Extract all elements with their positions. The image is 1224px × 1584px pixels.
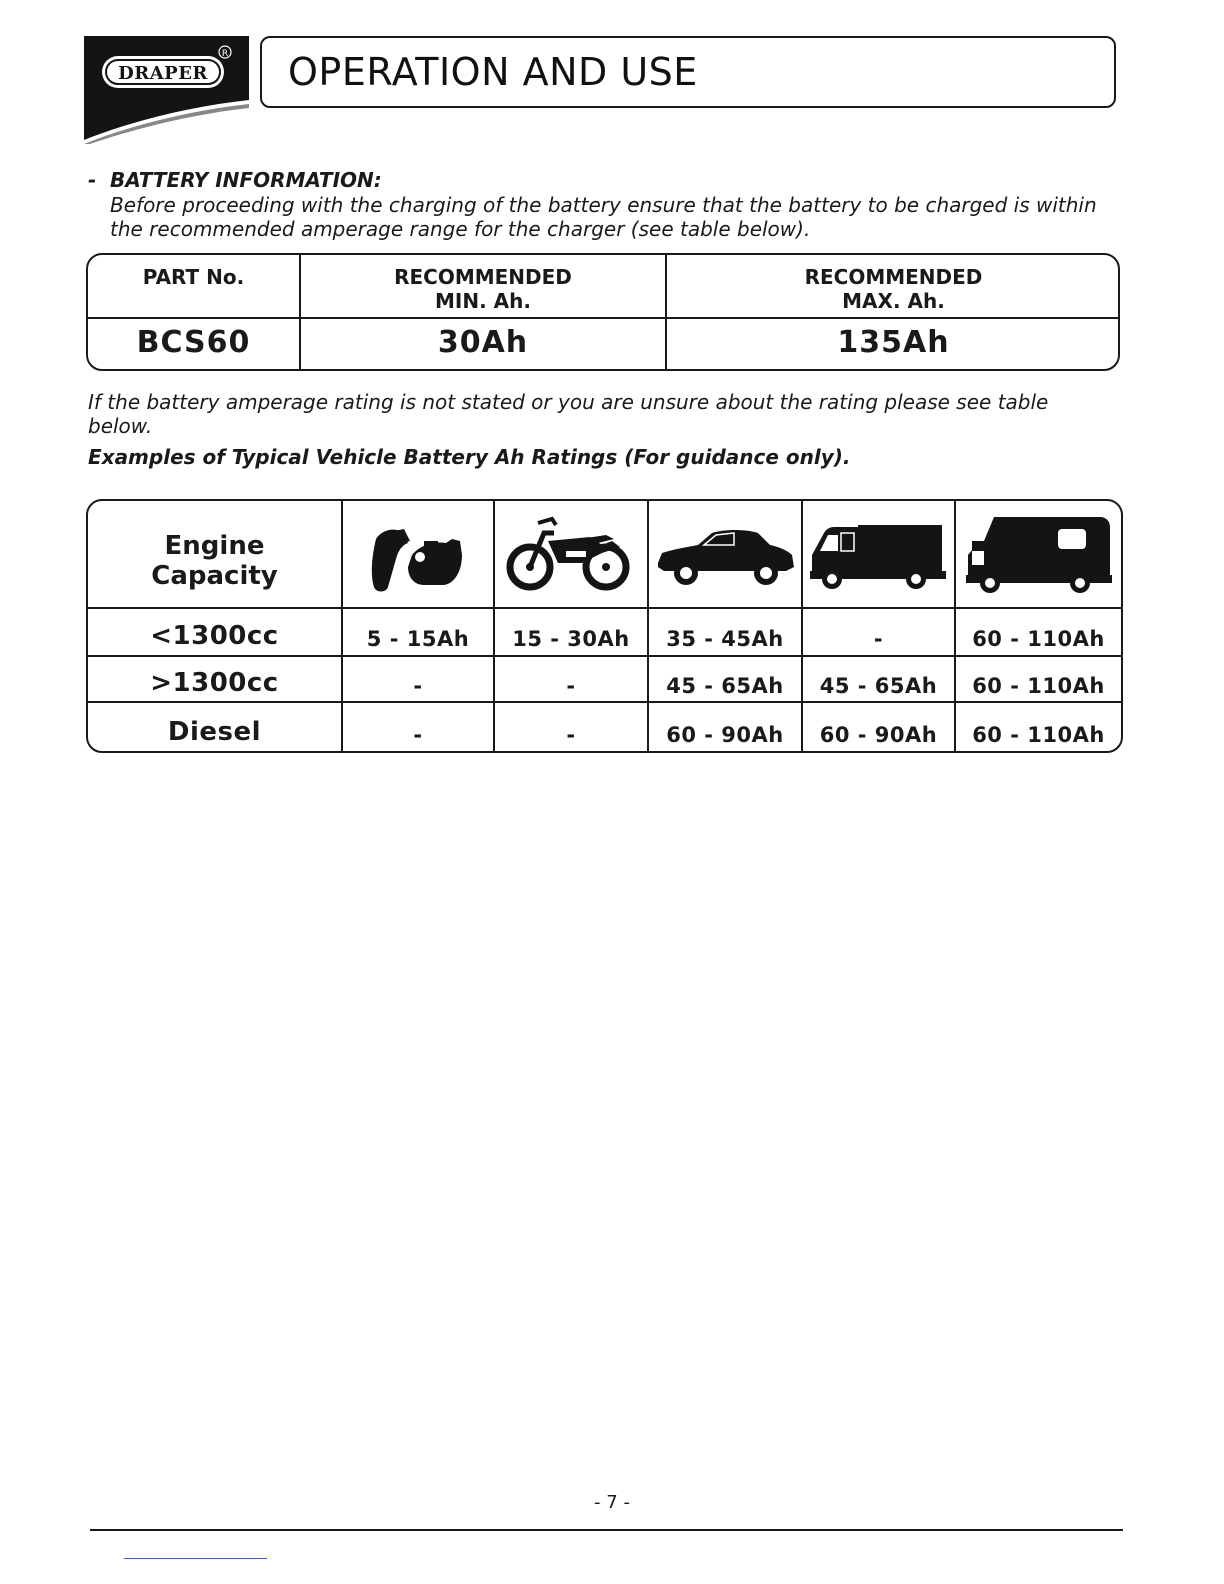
column-divider (801, 501, 803, 751)
title-box (260, 36, 1116, 108)
row-divider (88, 655, 1121, 657)
row-label: <1300cc (150, 621, 279, 651)
table-cell: 5 - 15Ah (366, 627, 470, 651)
car-icon (654, 511, 796, 597)
row-label: Diesel (167, 717, 262, 747)
bullet-dash: - (88, 168, 97, 192)
part-no-value: BCS60 (136, 325, 251, 360)
engine-capacity-header (88, 531, 341, 591)
header-max-line1: RECOMMENDED (804, 265, 983, 289)
battery-info-intro: Before proceeding with the charging of the battery ensure that the battery to be charged is within the recommended amperage range for the charger (see table below). (110, 193, 1097, 241)
table-cell: 60 - 110Ah (972, 674, 1105, 698)
table-cell: - (566, 674, 576, 698)
van-icon (808, 511, 948, 597)
min-ah-value: 30Ah (437, 325, 529, 360)
table-cell: - (413, 674, 423, 698)
registered-mark: R (221, 49, 229, 59)
column-divider (647, 501, 649, 751)
column-divider (341, 501, 343, 751)
page-number: - 7 - (594, 1492, 630, 1513)
table-cell: 60 - 90Ah (666, 723, 784, 747)
table-cell: 35 - 45Ah (666, 627, 784, 651)
header-max-ah (667, 265, 1120, 313)
motorcycle-icon (502, 511, 636, 597)
footer-divider (90, 1529, 1123, 1531)
header-max-line2: MAX. Ah. (842, 289, 945, 313)
table-cell: 45 - 65Ah (666, 674, 784, 698)
table-cell: - (566, 723, 576, 747)
footer-link-underline (124, 1558, 267, 1559)
header-part-no: PART No. (142, 265, 245, 289)
rating-note: If the battery amperage rating is not stated or you are unsure about the rating please see table below. (88, 390, 1049, 438)
battery-info-heading: BATTERY INFORMATION: (110, 168, 382, 192)
scooter-icon (364, 511, 474, 597)
brand-logo (84, 36, 249, 144)
draper-logo-graphic (84, 36, 249, 144)
row-divider (88, 607, 1121, 609)
column-divider (954, 501, 956, 751)
header-min-line2: MIN. Ah. (435, 289, 531, 313)
table-cell: 60 - 110Ah (972, 723, 1105, 747)
table-cell: 60 - 110Ah (972, 627, 1105, 651)
table-cell: - (873, 627, 884, 651)
page-title: OPERATION AND USE (288, 50, 698, 94)
row-divider (88, 317, 1118, 319)
section-heading (88, 168, 382, 192)
column-divider (493, 501, 495, 751)
max-ah-value: 135Ah (837, 325, 950, 360)
examples-title: Examples of Typical Vehicle Battery Ah Ratings (For guidance only). (88, 445, 851, 469)
table-cell: 15 - 30Ah (512, 627, 630, 651)
vehicle-battery-table (86, 499, 1123, 753)
table-cell: 60 - 90Ah (819, 723, 938, 747)
recommended-range-table (86, 253, 1120, 371)
engine-header-line1: Engine (164, 531, 265, 561)
header-min-ah (301, 265, 665, 313)
motorhome-icon (964, 511, 1114, 597)
table-cell: 45 - 65Ah (819, 674, 938, 698)
brand-name: DRAPER (118, 63, 208, 84)
engine-header-line2: Capacity (151, 561, 278, 591)
header-min-line1: RECOMMENDED (394, 265, 572, 289)
row-divider (88, 701, 1121, 703)
row-label: >1300cc (150, 668, 279, 698)
table-cell: - (413, 723, 423, 747)
